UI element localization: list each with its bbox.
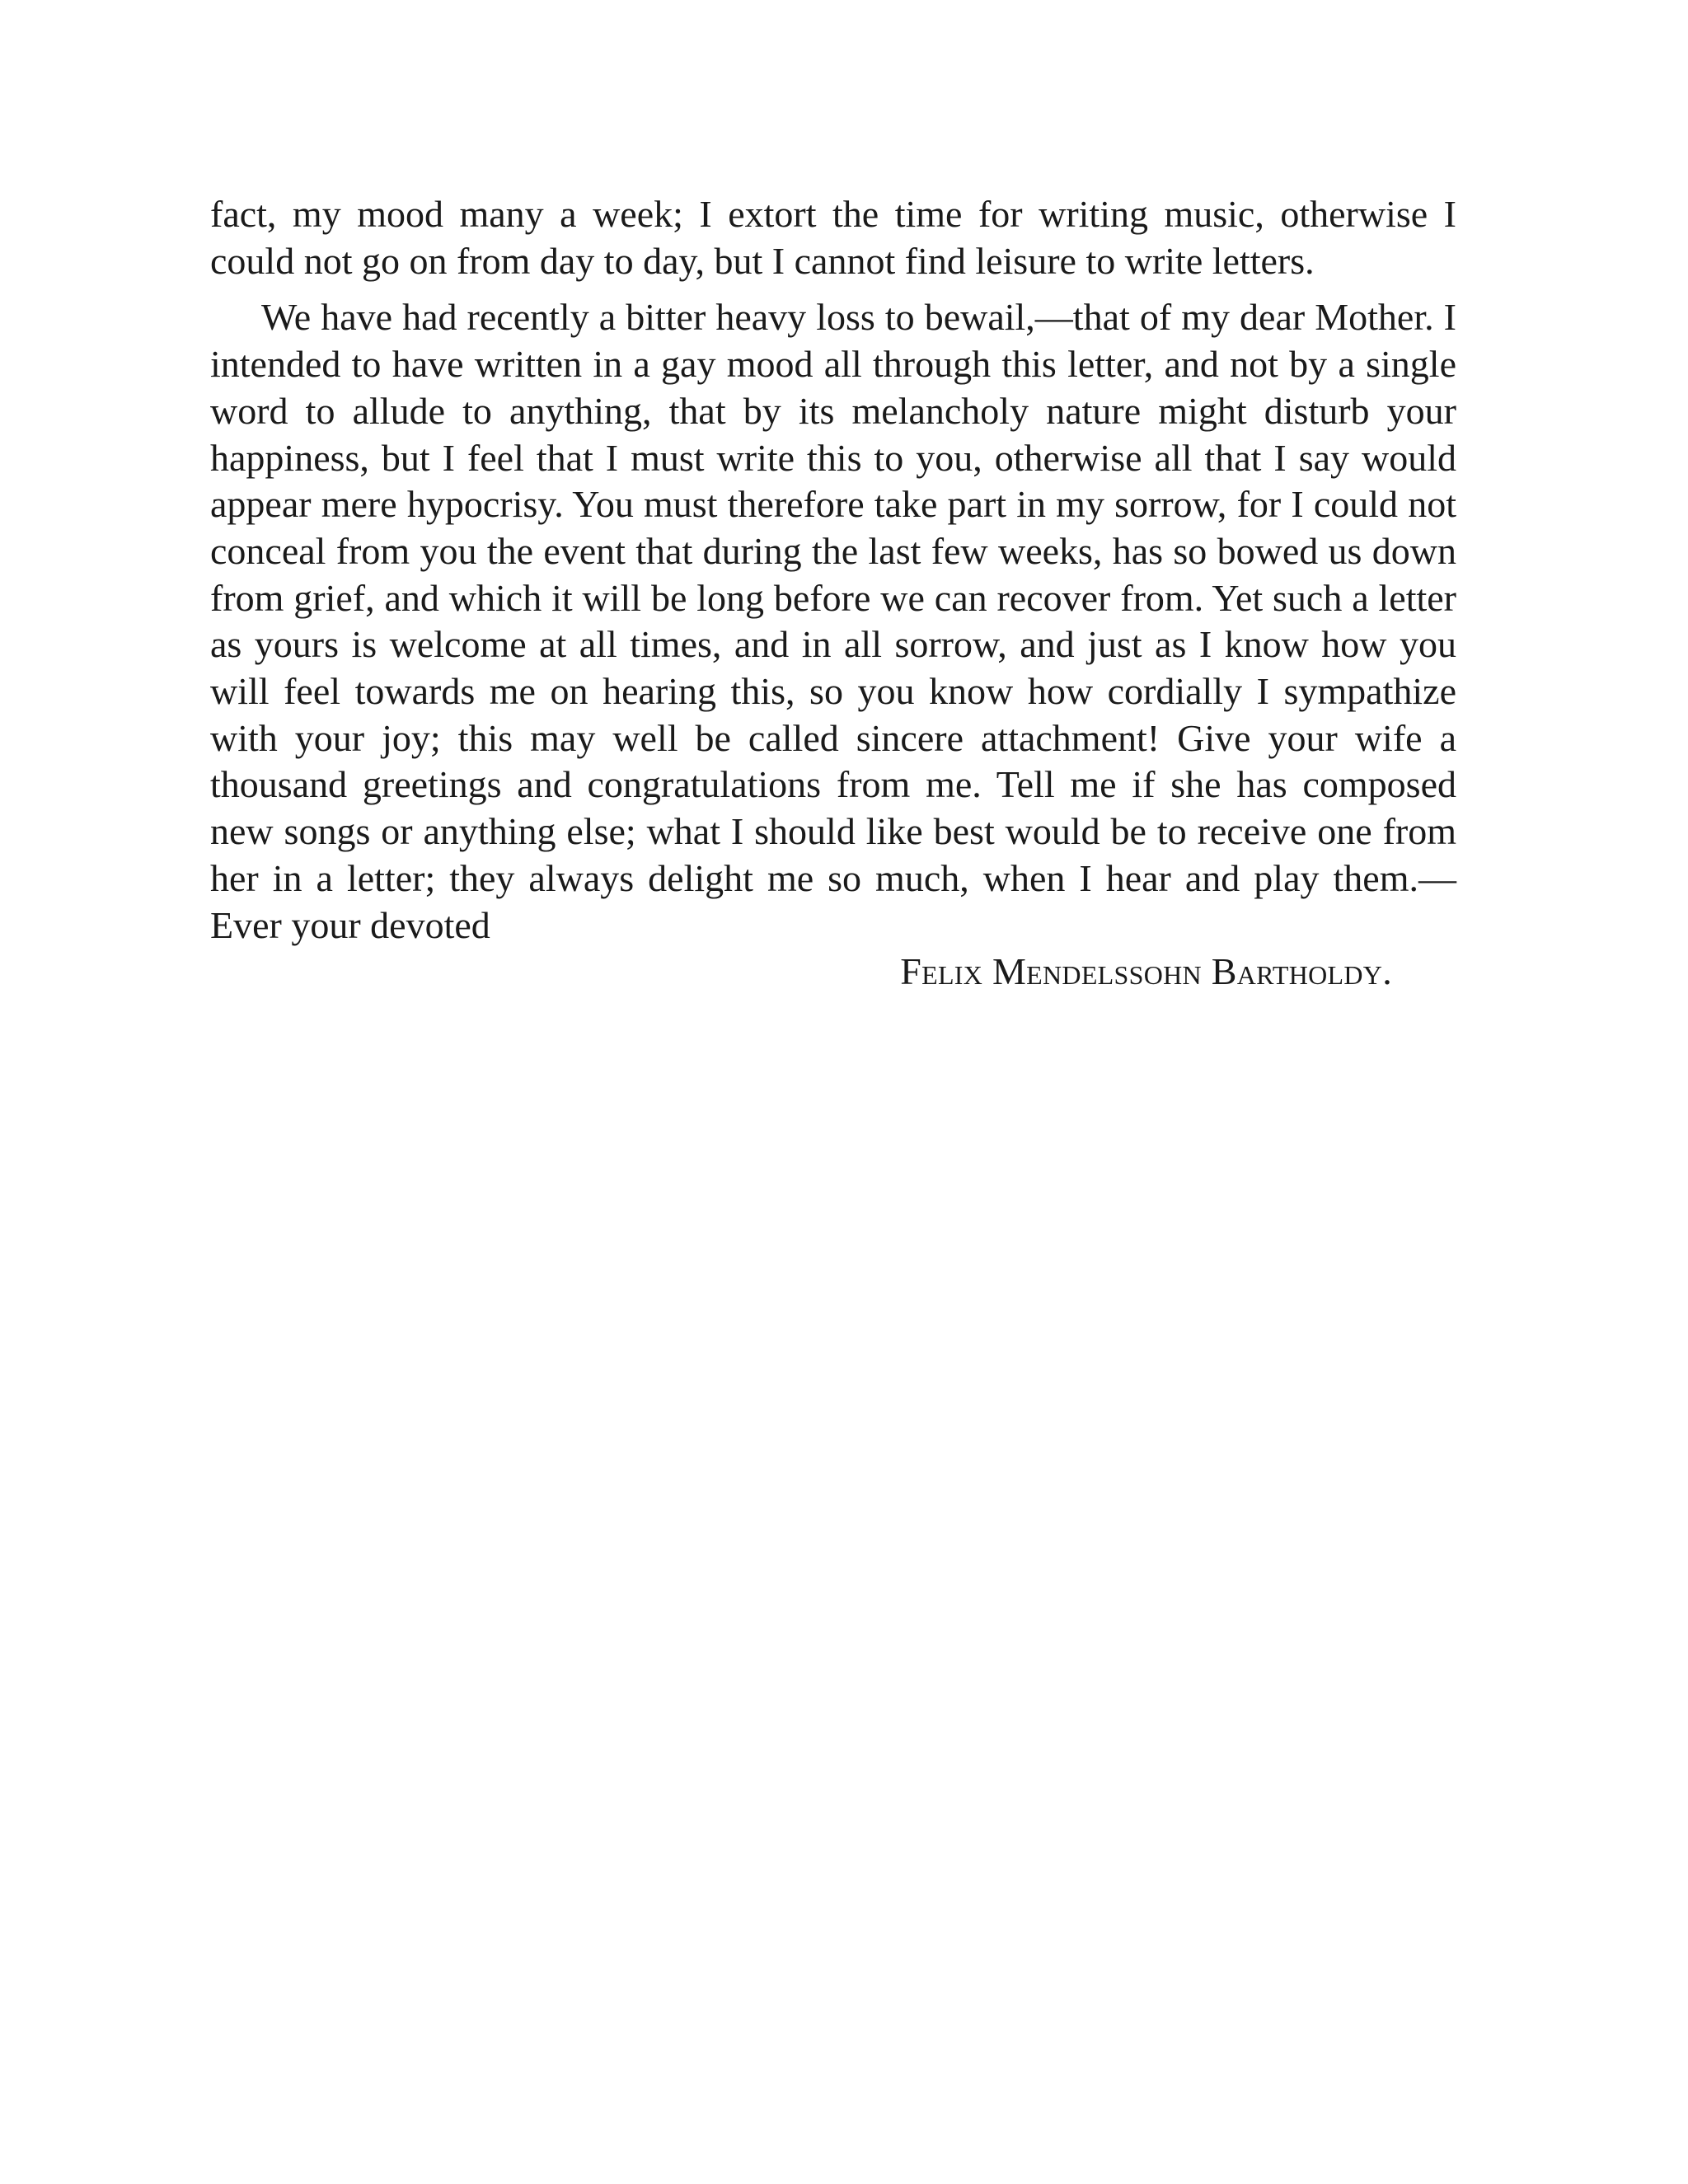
paragraph-continuation: fact, my mood many a week; I extort the time for writing music, otherwise I could not go on from day to day, but I cannot find leisure to write letters. — [210, 193, 1456, 282]
paragraph-main: We have had recently a bitter heavy loss to bewail,—that of my dear Mother. I intended to have written in a gay mood all through this letter, and not by a single word to allude to anything, that by its melancholy nature might disturb your happiness, but I feel that I must write this to you, otherwise all that I say would appear mere hypocrisy. You must therefore take part in my sorrow, for I could not conceal from you the event that during the last few weeks, has so bowed us down from grief, and which it will be long before we can recover from. Yet such a letter as yours is welcome at all times, and in all sorrow, and just as I know how you will feel towards me on hearing this, so you know how cordially I sympathize with your joy; this may well be called sincere attachment! Give your wife a thousand greetings and congratulations from me. Tell me if she has composed new songs or anything else; what I should like best would be to receive one from her in a letter; they always delight me so much, when I hear and play them.—Ever your devoted — [210, 296, 1456, 946]
letter-body — [210, 191, 1456, 996]
signature: Felix Mendelssohn Bartholdy. — [900, 950, 1392, 993]
